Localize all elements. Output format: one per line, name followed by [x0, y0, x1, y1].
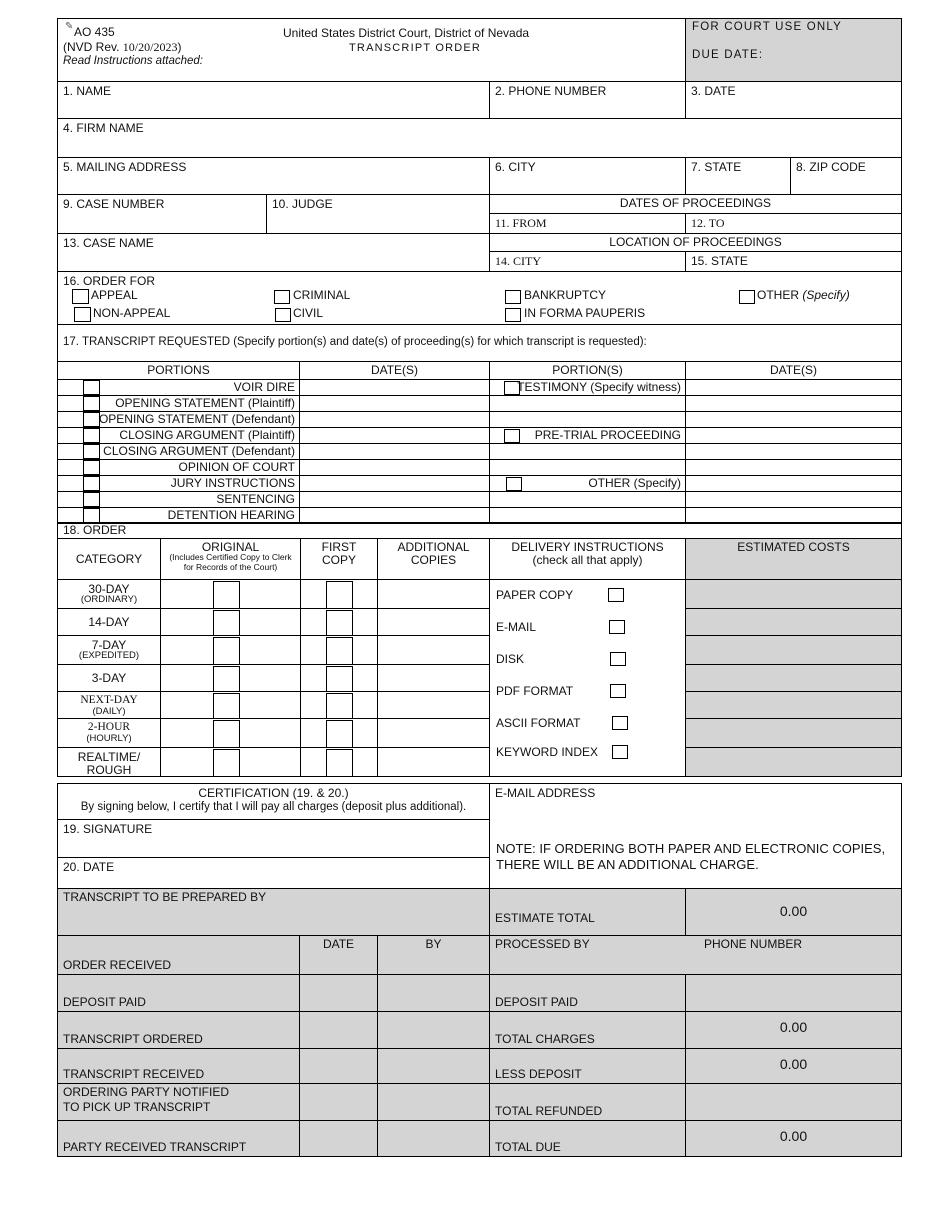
office-right-value: [685, 974, 902, 1012]
portion-label: VOIR DIRE: [233, 380, 295, 394]
delivery-checkbox[interactable]: [612, 716, 628, 730]
original-cell: [160, 608, 301, 636]
pretrial-label: PRE-TRIAL PROCEEDING: [534, 428, 681, 442]
revision: [63, 40, 181, 55]
court-use-box: [685, 18, 902, 82]
pretrial-checkbox[interactable]: [504, 429, 520, 443]
portion-checkbox[interactable]: [83, 428, 100, 443]
first-copy-cell: [300, 579, 378, 609]
additional-copies-header: [377, 538, 490, 580]
location-of-proceedings-header: LOCATION OF PROCEEDINGS: [489, 233, 902, 252]
office-row-label: [57, 1011, 300, 1049]
delivery-option-label: ASCII FORMAT: [496, 716, 581, 730]
civil-label: CIVIL: [293, 306, 324, 320]
category-line2: (EXPEDITED): [78, 650, 140, 661]
additional-copies-field[interactable]: [377, 747, 490, 777]
office-by-field[interactable]: [377, 1120, 490, 1157]
first-copy-checkbox[interactable]: [326, 666, 353, 692]
portion-row[interactable]: [57, 395, 300, 412]
office-right-text: TOTAL DUE: [495, 1140, 561, 1154]
additional-label-2: COPIES: [410, 553, 457, 567]
in-forma-pauperis-label: IN FORMA PAUPERIS: [524, 306, 646, 320]
location-state-field[interactable]: 15. STATE: [685, 251, 902, 272]
portion-right-date-field[interactable]: [685, 475, 902, 492]
estimated-cost-field: [685, 635, 902, 665]
portion-label: DETENTION HEARING: [167, 508, 295, 522]
phone-number-label: PHONE NUMBER: [704, 937, 803, 951]
office-row-text: TRANSCRIPT ORDERED: [63, 1032, 203, 1046]
office-date-field[interactable]: [299, 1011, 378, 1049]
original-checkbox[interactable]: [213, 610, 240, 636]
office-by-field[interactable]: [377, 1083, 490, 1121]
dates-header-right: [685, 361, 902, 380]
delivery-checkbox[interactable]: [612, 745, 628, 759]
category-cell: [57, 747, 161, 777]
signature-field[interactable]: 19. SIGNATURE: [57, 819, 490, 858]
office-right-value: [685, 1120, 902, 1157]
original-checkbox[interactable]: [213, 666, 240, 692]
office-right-label: [489, 1011, 686, 1049]
civil-checkbox[interactable]: [275, 308, 291, 322]
category-cell: [57, 691, 161, 719]
delivery-option-label: KEYWORD INDEX: [496, 745, 599, 759]
additional-copies-field[interactable]: [377, 608, 490, 636]
form-number: AO 435: [74, 25, 115, 39]
portion-right-row[interactable]: [489, 427, 686, 444]
category-cell: [57, 635, 161, 665]
office-right-text: DEPOSIT PAID: [495, 995, 578, 1009]
category-line1: 30-DAY: [88, 582, 130, 596]
original-cell: [160, 691, 301, 719]
judge-field[interactable]: 10. JUDGE: [266, 194, 490, 234]
estimated-cost-field: [685, 608, 902, 636]
portion-checkbox[interactable]: [83, 380, 100, 395]
other-label: OTHER (Specify): [757, 288, 850, 302]
processed-by-label: PROCESSED BY: [495, 937, 590, 951]
criminal-checkbox[interactable]: [274, 290, 290, 304]
estimated-cost-field: [685, 718, 902, 748]
portion-checkbox[interactable]: [83, 460, 100, 475]
first-copy-cell: [300, 608, 378, 636]
delivery-options: [489, 579, 686, 777]
delivery-option-label: PAPER COPY: [496, 588, 574, 602]
portion-date-field[interactable]: [299, 443, 490, 460]
to-field[interactable]: 12. TO: [685, 213, 902, 234]
zip-field[interactable]: 8. ZIP CODE: [790, 157, 902, 195]
dates-header-left: [299, 361, 490, 380]
delivery-label-1: DELIVERY INSTRUCTIONS: [511, 540, 664, 554]
category-header-label: CATEGORY: [75, 552, 143, 566]
portion-checkbox[interactable]: [83, 492, 100, 507]
due-date-label: DUE DATE:: [692, 49, 764, 61]
additional-label-1: ADDITIONAL: [397, 540, 470, 554]
portion-checkbox[interactable]: [83, 396, 100, 411]
office-right-text: LESS DEPOSIT: [495, 1067, 582, 1081]
processed-by-field[interactable]: [489, 935, 902, 975]
first-copy-checkbox[interactable]: [326, 581, 353, 609]
office-tracking-table: [57, 935, 902, 1158]
bankruptcy-label: BANKRUPTCY: [524, 288, 607, 302]
portion-right-date-field[interactable]: [685, 411, 902, 428]
original-cell: [160, 635, 301, 665]
portion-right-row: [489, 459, 686, 476]
portions-header: PORTIONS: [147, 363, 210, 377]
additional-copies-field[interactable]: [377, 691, 490, 719]
office-date-field[interactable]: [299, 935, 378, 975]
first-copy-checkbox[interactable]: [326, 610, 353, 636]
office-by-field[interactable]: [377, 1048, 490, 1084]
order-for-label: 16. ORDER FOR: [63, 274, 156, 288]
revision-label: (NVD Rev.: [63, 40, 123, 54]
portion-date-field[interactable]: [299, 395, 490, 412]
office-by-field[interactable]: [377, 935, 490, 975]
non-appeal-label: NON-APPEAL: [93, 306, 171, 320]
delivery-option-label: E-MAIL: [496, 620, 537, 634]
other-checkbox[interactable]: [739, 290, 755, 304]
portion-right-date-field[interactable]: [685, 395, 902, 412]
portion-right-row: [489, 411, 686, 428]
category-cell: [57, 579, 161, 609]
office-row-label: [57, 1120, 300, 1157]
original-cell: [160, 718, 301, 748]
non-appeal-checkbox[interactable]: [74, 307, 91, 322]
estimated-cost-field: [685, 579, 902, 609]
office-right-text: TOTAL CHARGES: [495, 1032, 595, 1046]
portion-date-field[interactable]: [299, 427, 490, 444]
order-for-section: [57, 271, 902, 325]
first-copy-cell: [300, 691, 378, 719]
prepared-by-field[interactable]: TRANSCRIPT TO BE PREPARED BY: [57, 888, 490, 936]
location-city-field[interactable]: 14. CITY: [489, 251, 686, 272]
category-cell: [57, 608, 161, 636]
original-checkbox[interactable]: [213, 637, 240, 665]
portion-label: JURY INSTRUCTIONS: [170, 476, 295, 490]
office-row-text: PARTY RECEIVED TRANSCRIPT: [63, 1140, 247, 1154]
portion-right-date-field[interactable]: [685, 427, 902, 444]
order-label: 18. ORDER: [57, 522, 902, 539]
category-line2: (ORDINARY): [80, 594, 138, 605]
form-title: TRANSCRIPT ORDER: [349, 42, 482, 54]
dates-header-right-label: DATE(S): [769, 363, 818, 377]
category-line2: (DAILY): [92, 706, 126, 717]
date-header: DATE: [322, 937, 355, 951]
portion-row[interactable]: [57, 491, 300, 508]
portion-right-date-field[interactable]: [685, 491, 902, 508]
office-row-label: [57, 935, 300, 975]
email-address-field[interactable]: E-MAIL ADDRESS NOTE: IF ORDERING BOTH PAPER AND ELECTRONIC COPIES, THERE WILL BE AN ADDITIONAL CHARGE.: [489, 783, 902, 889]
portion-row[interactable]: [57, 443, 300, 460]
pencil-icon: ✎: [65, 21, 74, 32]
portion-date-field[interactable]: [299, 475, 490, 492]
header-box: [57, 18, 686, 82]
court-use-only: FOR COURT USE ONLY: [692, 21, 843, 33]
portion-date-field[interactable]: [299, 491, 490, 508]
office-row-label: [57, 1048, 300, 1084]
transcript-portions-table: [57, 361, 902, 523]
case-name-field[interactable]: 13. CASE NAME: [57, 233, 490, 272]
original-cell: [160, 747, 301, 777]
appeal-label: APPEAL: [91, 288, 138, 302]
first-copy-checkbox[interactable]: [326, 693, 353, 719]
appeal-checkbox[interactable]: [72, 289, 89, 304]
first-copy-label-2: COPY: [321, 553, 356, 567]
notified-line2: TO PICK UP TRANSCRIPT: [63, 1100, 211, 1114]
portion-label: OPENING STATEMENT (Plaintiff): [115, 396, 295, 410]
office-row-label: [57, 974, 300, 1012]
transcript-order-form: [57, 18, 902, 1158]
estimate-total-value: 0.00: [685, 888, 902, 936]
from-field[interactable]: 11. FROM: [489, 213, 686, 234]
estimated-costs-header: [685, 538, 902, 580]
office-right-label: [489, 1120, 686, 1157]
delivery-option-label: DISK: [496, 652, 525, 666]
original-header-label: ORIGINAL: [201, 540, 260, 554]
delivery-checkbox[interactable]: [608, 588, 624, 602]
testimony-label: TESTIMONY (Specify witness): [517, 380, 681, 394]
category-line1: 7-DAY: [91, 638, 127, 652]
first-copy-label-1: FIRST: [321, 540, 357, 554]
office-right-value: [685, 1048, 902, 1084]
original-cell: [160, 664, 301, 692]
estimate-total-label: ESTIMATE TOTAL: [489, 888, 686, 936]
original-checkbox[interactable]: [213, 720, 240, 748]
portion-checkbox[interactable]: [83, 412, 100, 427]
court-name: United States District Court, District of Nevada: [283, 26, 530, 40]
office-by-field[interactable]: [377, 1011, 490, 1049]
portion-date-field[interactable]: [299, 379, 490, 396]
estimated-cost-field: [685, 747, 902, 777]
notified-line1: ORDERING PARTY NOTIFIED: [63, 1085, 230, 1099]
office-date-field[interactable]: [299, 1048, 378, 1084]
category-cell: [57, 718, 161, 748]
estimated-costs-label: ESTIMATED COSTS: [737, 540, 850, 554]
portion-right-row[interactable]: [489, 475, 686, 492]
delivery-option-label: PDF FORMAT: [496, 684, 574, 698]
first-copy-checkbox[interactable]: [326, 749, 353, 777]
first-copy-cell: [300, 718, 378, 748]
delivery-label-2: (check all that apply): [532, 553, 643, 567]
state-field[interactable]: 7. STATE: [685, 157, 791, 195]
original-note: (Includes Certified Copy to Clerk for Records of the Court): [169, 552, 292, 572]
first-copy-checkbox[interactable]: [326, 637, 353, 665]
mailing-address-field[interactable]: 5. MAILING ADDRESS: [57, 157, 490, 195]
firm-field[interactable]: 4. FIRM NAME: [57, 118, 902, 158]
original-header: [160, 538, 301, 580]
office-right-value: [685, 1083, 902, 1121]
office-row-text: TRANSCRIPT RECEIVED: [63, 1067, 205, 1081]
original-checkbox[interactable]: [213, 693, 240, 719]
original-cell: [160, 579, 301, 609]
category-line1: REALTIME/: [77, 750, 141, 764]
portions-header-right: [489, 361, 686, 380]
portion-label: CLOSING ARGUMENT (Plaintiff): [119, 428, 295, 442]
delivery-checkbox[interactable]: [609, 620, 625, 634]
office-value: 0.00: [779, 1019, 808, 1035]
additional-copies-field[interactable]: [377, 718, 490, 748]
transcript-requested-label: 17. TRANSCRIPT REQUESTED (Specify portion(s) and date(s) of proceeding(s) for which transcript is requested):: [57, 324, 902, 362]
first-copy-header: [300, 538, 378, 580]
portion-row[interactable]: [57, 475, 300, 492]
category-header: [57, 538, 161, 580]
estimated-cost-field: [685, 664, 902, 692]
portion-row[interactable]: [57, 411, 300, 428]
portion-row[interactable]: [57, 427, 300, 444]
first-copy-cell: [300, 747, 378, 777]
original-checkbox[interactable]: [213, 581, 240, 609]
in-forma-pauperis-checkbox[interactable]: [505, 308, 521, 322]
portion-right-row: [489, 491, 686, 508]
delivery-header: [489, 538, 686, 580]
office-value: 0.00: [779, 1128, 808, 1144]
portion-checkbox[interactable]: [83, 508, 100, 523]
category-line2: ROUGH: [86, 763, 132, 777]
portion-date-field[interactable]: [299, 459, 490, 476]
portions-header-right-label: PORTION(S): [552, 363, 623, 377]
portions-header-left: [57, 361, 300, 380]
date-field[interactable]: 3. DATE: [685, 81, 902, 119]
instructions-note: Read Instructions attached:: [63, 55, 203, 67]
office-row-label: [57, 1083, 300, 1121]
office-right-label: [489, 1048, 686, 1084]
portion-label: OPENING STATEMENT (Defendant): [98, 412, 295, 426]
name-field[interactable]: 1. NAME: [57, 81, 490, 119]
revision-date: 10/20/2023: [122, 40, 178, 54]
additional-copies-field[interactable]: [377, 579, 490, 609]
category-line1: NEXT-DAY: [80, 694, 138, 706]
first-copy-cell: [300, 635, 378, 665]
delivery-checkbox[interactable]: [610, 652, 626, 666]
phone-field[interactable]: 2. PHONE NUMBER: [489, 81, 686, 119]
original-checkbox[interactable]: [213, 749, 240, 777]
by-header: BY: [425, 937, 442, 951]
estimated-cost-field: [685, 691, 902, 719]
additional-copies-field[interactable]: [377, 635, 490, 665]
bankruptcy-checkbox[interactable]: [505, 290, 521, 304]
portion-label: OPINION OF COURT: [178, 460, 295, 474]
portion-row[interactable]: [57, 379, 300, 396]
portion-row[interactable]: [57, 459, 300, 476]
office-date-field[interactable]: [299, 1083, 378, 1121]
portion-right-row: [489, 395, 686, 412]
date-signed-field[interactable]: 20. DATE: [57, 857, 490, 889]
certification-box: CERTIFICATION (19. & 20.) By signing below, I certify that I will pay all charges (deposit plus additional).: [57, 783, 490, 820]
additional-copies-field[interactable]: [377, 664, 490, 692]
category-line1: 2-HOUR: [87, 721, 131, 733]
portion-checkbox[interactable]: [83, 444, 100, 459]
office-right-value: [685, 1011, 902, 1049]
portion-label: SENTENCING: [216, 492, 295, 506]
category-line1: 14-DAY: [88, 615, 130, 629]
office-date-field[interactable]: [299, 974, 378, 1012]
portion-right-date-field[interactable]: [685, 379, 902, 396]
office-right-text: TOTAL REFUNDED: [495, 1104, 603, 1118]
category-line2: (HOURLY): [86, 733, 132, 744]
portion-date-field[interactable]: [299, 411, 490, 428]
electronic-copies-note: NOTE: IF ORDERING BOTH PAPER AND ELECTRONIC COPIES, THERE WILL BE AN ADDITIONAL CHARGE.: [496, 841, 886, 872]
portion-right-row: [489, 443, 686, 460]
office-right-label: [489, 974, 686, 1012]
portion-right-row[interactable]: [489, 379, 686, 396]
portion-label: CLOSING ARGUMENT (Defendant): [103, 444, 295, 458]
first-copy-cell: [300, 664, 378, 692]
office-value: 0.00: [779, 1056, 808, 1072]
order-table: [57, 538, 902, 784]
office-date-field[interactable]: [299, 1120, 378, 1157]
office-row-text: ORDER RECEIVED: [63, 958, 172, 972]
portion-right-date-field[interactable]: [685, 443, 902, 460]
revision-close: ): [177, 40, 182, 54]
other-portion-label: OTHER (Specify): [588, 476, 681, 490]
dates-header: DATE(S): [370, 363, 419, 377]
other-portion-checkbox[interactable]: [506, 477, 522, 491]
case-number-field[interactable]: 9. CASE NUMBER: [57, 194, 267, 234]
category-line1: 3-DAY: [91, 671, 127, 685]
first-copy-checkbox[interactable]: [326, 720, 353, 748]
office-row-text: DEPOSIT PAID: [63, 995, 146, 1009]
portion-checkbox[interactable]: [83, 476, 100, 491]
office-right-label: [489, 1083, 686, 1121]
city-field[interactable]: 6. CITY: [489, 157, 686, 195]
office-by-field[interactable]: [377, 974, 490, 1012]
portion-right-date-field[interactable]: [685, 459, 902, 476]
dates-of-proceedings-header: DATES OF PROCEEDINGS: [489, 194, 902, 214]
criminal-label: CRIMINAL: [293, 288, 351, 302]
category-cell: [57, 664, 161, 692]
delivery-checkbox[interactable]: [610, 684, 626, 698]
